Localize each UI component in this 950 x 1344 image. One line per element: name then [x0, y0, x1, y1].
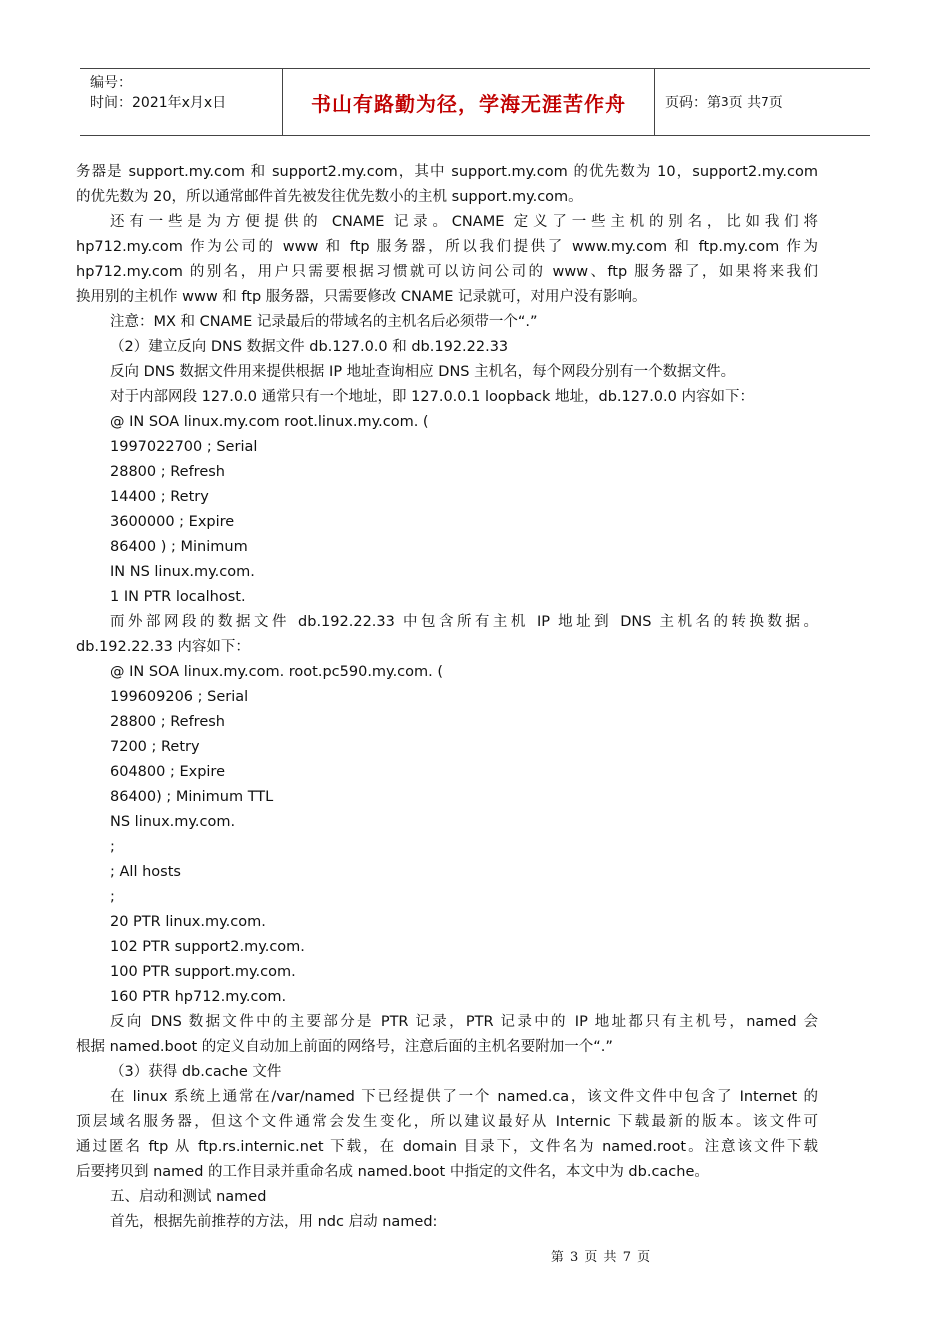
body-line: 务器是 support.my.com 和 support2.my.com，其中 support.my.com 的优先数为 10，support2.my.com — [76, 164, 818, 180]
body-line: 顶层域名服务器，但这个文件通常会发生变化，所以建议最好从 Internic 下载最新的版本。该文件可 — [76, 1114, 818, 1130]
code-line: 20 PTR linux.my.com. — [110, 914, 266, 930]
page-mid: 页 共 — [728, 95, 762, 111]
code-line: @ IN SOA linux.my.com. root.pc590.my.com. ( — [110, 664, 444, 680]
code-line: 28800 ; Refresh — [110, 714, 225, 730]
section-heading: 五、启动和测试 named — [110, 1189, 267, 1205]
code-line: @ IN SOA linux.my.com root.linux.my.com. ( — [110, 414, 429, 430]
code-line: 160 PTR hp712.my.com. — [110, 989, 287, 1005]
body-line: 在 linux 系统上通常在/var/named 下已经提供了一个 named.ca，该文件文件中包含了 Internet 的 — [110, 1089, 818, 1105]
header-meta — [80, 69, 282, 135]
body-line: 首先，根据先前推荐的方法，用 ndc 启动 named: — [110, 1214, 438, 1230]
time-label: 时间：2021年x月x日 — [90, 95, 227, 111]
motto: 书山有路勤为径，学海无涯苦作舟 — [311, 91, 626, 116]
page-end: 页 — [768, 95, 783, 111]
code-line: 86400) ; Minimum TTL — [110, 789, 274, 805]
code-line: 1997022700 ; Serial — [110, 439, 258, 455]
page-current: 3 — [721, 95, 729, 109]
code-line: 604800 ; Expire — [110, 764, 225, 780]
page-header — [80, 68, 870, 136]
section-heading: （3）获得 db.cache 文件 — [110, 1064, 282, 1080]
number-label: 编号： — [90, 75, 132, 91]
body-line: 反向 DNS 数据文件用来提供根据 IP 地址查询相应 DNS 主机名，每个网段分别有一个数据文件。 — [110, 364, 736, 380]
body-line: 注意：MX 和 CNAME 记录最后的带域名的主机名后必须带一个“.” — [110, 314, 538, 330]
code-line: 28800 ; Refresh — [110, 464, 225, 480]
body-line: 通过匿名 ftp 从 ftp.rs.internic.net 下载，在 domain 目录下，文件名为 named.root。注意该文件下载 — [76, 1139, 818, 1155]
body-line: 还有一些是为方便提供的 CNAME 记录。CNAME 定义了一些主机的别名，比如我们将 — [110, 214, 818, 230]
header-motto-cell — [282, 69, 655, 135]
code-line: 1 IN PTR localhost. — [110, 589, 246, 605]
body-line: 的优先数为 20，所以通常邮件首先被发往优先数小的主机 support.my.com。 — [76, 189, 583, 205]
section-heading: （2）建立反向 DNS 数据文件 db.127.0.0 和 db.192.22.33 — [110, 339, 509, 355]
page-label: 页码：第 — [665, 95, 721, 111]
body-line: hp712.my.com 作为公司的 www 和 ftp 服务器，所以我们提供了 www.my.com 和 ftp.my.com 作为 — [76, 239, 818, 255]
code-line: NS linux.my.com. — [110, 814, 236, 830]
body-line: 而外部网段的数据文件 db.192.22.33 中包含所有主机 IP 地址到 DNS 主机名的转换数据。 — [110, 614, 818, 630]
footer-page-number: 第 3 页 共 7 页 — [550, 1250, 652, 1265]
code-line: 7200 ; Retry — [110, 739, 200, 755]
body-line: db.192.22.33 内容如下： — [76, 639, 250, 655]
body-line: hp712.my.com 的别名，用户只需要根据习惯就可以访问公司的 www、ftp 服务器了，如果将来我们 — [76, 264, 818, 280]
code-line: ; All hosts — [110, 864, 181, 880]
page-total: 7 — [761, 95, 769, 109]
body-line: 后要拷贝到 named 的工作目录并重命名成 named.boot 中指定的文件名，本文中为 db.cache。 — [76, 1164, 709, 1180]
code-line: IN NS linux.my.com. — [110, 564, 255, 580]
code-line: 14400 ; Retry — [110, 489, 209, 505]
code-line: 3600000 ; Expire — [110, 514, 235, 530]
header-page-info — [655, 69, 870, 135]
page-footer — [0, 1246, 950, 1265]
body-line: 对于内部网段 127.0.0 通常只有一个地址，即 127.0.0.1 loopback 地址，db.127.0.0 内容如下： — [110, 389, 754, 405]
code-line: 102 PTR support2.my.com. — [110, 939, 305, 955]
body-line: 换用别的主机作 www 和 ftp 服务器，只需要修改 CNAME 记录就可，对用户没有影响。 — [76, 289, 647, 305]
code-line: 100 PTR support.my.com. — [110, 964, 296, 980]
code-line: 86400 ) ; Minimum — [110, 539, 248, 555]
code-line: ; — [110, 889, 115, 905]
body-line: 根据 named.boot 的定义自动加上前面的网络号，注意后面的主机名要附加一个“.” — [76, 1039, 613, 1055]
code-line: ; — [110, 839, 115, 855]
code-line: 199609206 ; Serial — [110, 689, 249, 705]
body-line: 反向 DNS 数据文件中的主要部分是 PTR 记录，PTR 记录中的 IP 地址都只有主机号，named 会 — [110, 1014, 818, 1030]
